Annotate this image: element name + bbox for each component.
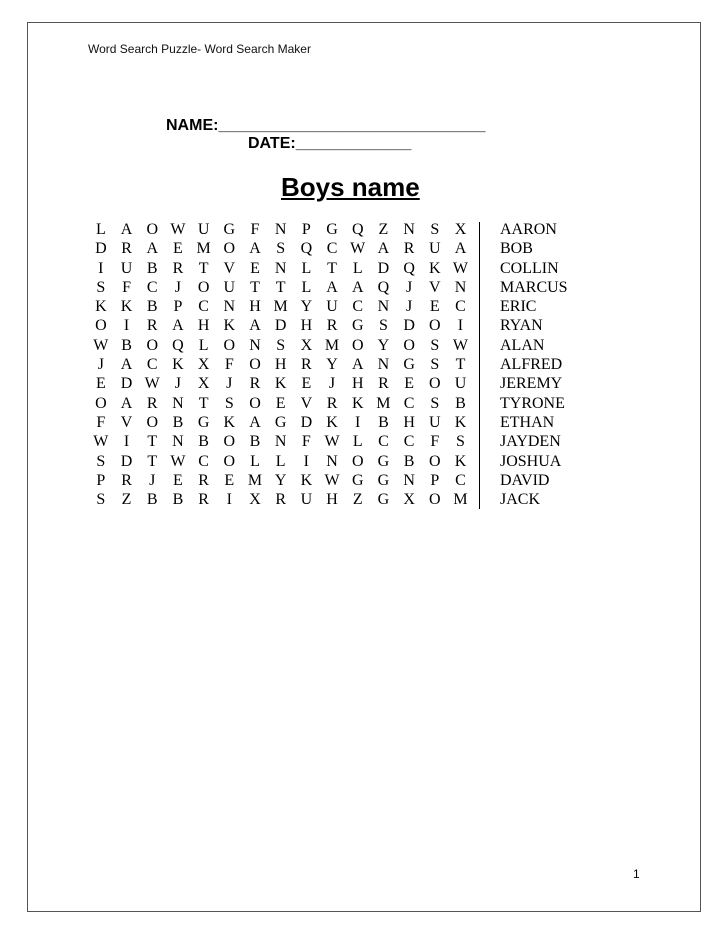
grid-cell: G xyxy=(351,317,364,335)
grid-cell: C xyxy=(455,471,466,489)
grid-cell: T xyxy=(147,433,158,451)
page-number: 1 xyxy=(633,867,640,881)
grid-cell: A xyxy=(351,356,364,374)
grid-divider xyxy=(479,222,480,509)
grid-cell: F xyxy=(122,278,131,296)
grid-cell: D xyxy=(120,452,133,470)
grid-cell: G xyxy=(223,221,236,238)
grid-cell: W xyxy=(144,375,160,393)
grid-cell: C xyxy=(326,240,338,258)
grid-cell: G xyxy=(274,413,287,431)
grid-row xyxy=(88,452,473,471)
word-list-item: JOSHUA xyxy=(500,452,562,470)
grid-cell: Q xyxy=(403,259,415,277)
grid-cell: K xyxy=(172,356,184,374)
grid-cell: J xyxy=(328,375,336,393)
grid-cell: I xyxy=(98,259,104,277)
letter-grid xyxy=(88,220,473,509)
grid-cell: S xyxy=(430,221,440,238)
grid-cell: C xyxy=(146,278,158,296)
grid-cell: N xyxy=(377,298,390,316)
grid-cell: C xyxy=(378,433,389,451)
grid-cell: L xyxy=(95,221,106,238)
grid-cell: O xyxy=(146,221,158,238)
word-list-item: BOB xyxy=(500,240,533,258)
grid-cell: O xyxy=(249,394,261,412)
grid-cell: O xyxy=(95,394,107,412)
word-list-item: ETHAN xyxy=(500,413,555,431)
grid-cell: X xyxy=(454,221,467,238)
grid-cell: B xyxy=(146,298,158,316)
word-list-item: ALFRED xyxy=(500,356,563,374)
grid-cell: A xyxy=(120,356,133,374)
grid-cell: I xyxy=(457,317,464,335)
grid-cell: M xyxy=(453,491,468,509)
grid-cell: R xyxy=(301,356,312,374)
grid-cell: J xyxy=(226,375,233,393)
grid-cell: O xyxy=(146,336,158,354)
grid-cell: R xyxy=(198,471,209,489)
grid-cell: B xyxy=(455,394,466,412)
word-list-item: JACK xyxy=(500,491,541,509)
grid-cell: B xyxy=(403,452,415,470)
grid-cell: N xyxy=(249,336,261,354)
grid-cell: K xyxy=(429,259,441,277)
grid-cell: M xyxy=(324,336,340,354)
grid-cell: M xyxy=(196,240,211,258)
grid-row xyxy=(88,278,473,297)
grid-cell: L xyxy=(301,259,312,277)
grid-cell: O xyxy=(197,278,210,296)
grid-cell: B xyxy=(146,491,158,509)
grid-cell: O xyxy=(223,336,236,354)
grid-cell: Q xyxy=(300,240,313,258)
grid-cell: A xyxy=(454,240,467,258)
grid-row xyxy=(88,259,473,278)
grid-cell: B xyxy=(121,336,132,354)
grid-cell: F xyxy=(96,413,106,431)
grid-cell: Y xyxy=(274,471,287,489)
grid-cell: G xyxy=(377,452,390,470)
grid-cell: G xyxy=(403,356,415,374)
grid-cell: B xyxy=(146,259,158,277)
grid-cell: I xyxy=(355,413,361,431)
grid-cell: S xyxy=(430,394,440,412)
grid-cell: S xyxy=(276,240,286,258)
grid-cell: U xyxy=(454,375,467,393)
word-list-item: TYRONE xyxy=(500,394,565,412)
grid-cell: N xyxy=(377,356,390,374)
grid-cell: C xyxy=(198,298,209,316)
grid-cell: J xyxy=(405,278,413,296)
grid-cell: B xyxy=(198,433,209,451)
grid-cell: C xyxy=(455,298,466,316)
grid-cell: P xyxy=(173,298,183,316)
page-header: Word Search Puzzle- Word Search Maker xyxy=(88,42,311,56)
grid-cell: Y xyxy=(300,298,313,316)
grid-cell: R xyxy=(198,491,209,509)
grid-cell: O xyxy=(429,491,441,509)
grid-cell: A xyxy=(249,317,261,335)
grid-cell: X xyxy=(197,356,210,374)
grid-cell: J xyxy=(174,278,182,296)
grid-cell: X xyxy=(403,491,415,509)
grid-cell: H xyxy=(274,356,287,374)
grid-cell: R xyxy=(378,375,389,393)
grid-row xyxy=(88,374,473,393)
grid-cell: W xyxy=(93,336,109,354)
grid-cell: N xyxy=(274,259,287,277)
grid-cell: B xyxy=(249,433,261,451)
grid-cell: K xyxy=(326,413,338,431)
grid-cell: A xyxy=(249,413,261,431)
word-list-item: DAVID xyxy=(500,471,550,489)
grid-cell: S xyxy=(430,336,440,354)
grid-cell: Z xyxy=(352,491,363,509)
grid-cell: K xyxy=(351,394,364,412)
grid-cell: T xyxy=(198,259,209,277)
word-list-item: MARCUS xyxy=(500,278,568,296)
grid-cell: K xyxy=(454,413,467,431)
grid-cell: K xyxy=(120,298,133,316)
grid-cell: S xyxy=(276,336,286,354)
grid-cell: W xyxy=(93,433,109,451)
grid-cell: E xyxy=(95,375,106,393)
grid-cell: D xyxy=(95,240,107,258)
grid-cell: S xyxy=(456,433,465,451)
grid-cell: X xyxy=(249,491,261,509)
grid-cell: E xyxy=(250,259,260,277)
grid-cell: J xyxy=(405,298,413,316)
grid-cell: C xyxy=(198,452,209,470)
grid-cell: C xyxy=(146,356,158,374)
grid-cell: T xyxy=(455,356,466,374)
grid-row xyxy=(88,432,473,451)
grid-cell: R xyxy=(403,240,415,258)
grid-cell: R xyxy=(275,491,286,509)
grid-cell: R xyxy=(146,394,158,412)
grid-cell: M xyxy=(247,471,263,489)
word-list-item: RYAN xyxy=(500,317,543,335)
grid-cell: E xyxy=(404,375,414,393)
grid-cell: S xyxy=(378,317,388,335)
grid-cell: B xyxy=(172,491,184,509)
grid-cell: K xyxy=(223,317,236,335)
grid-cell: A xyxy=(146,240,158,258)
grid-cell: G xyxy=(326,221,338,238)
grid-cell: T xyxy=(275,278,286,296)
grid-cell: C xyxy=(352,298,364,316)
grid-cell: A xyxy=(326,278,338,296)
grid-cell: U xyxy=(120,259,133,277)
grid-cell: W xyxy=(324,471,340,489)
grid-cell: N xyxy=(454,278,467,296)
grid-cell: S xyxy=(224,394,234,412)
grid-cell: E xyxy=(275,394,286,412)
grid-cell: Z xyxy=(121,491,132,509)
word-list-item: ALAN xyxy=(500,336,545,354)
word-list xyxy=(500,220,568,509)
grid-cell: N xyxy=(172,433,184,451)
grid-cell: N xyxy=(326,452,338,470)
grid-cell: H xyxy=(300,317,313,335)
grid-cell: I xyxy=(123,433,130,451)
puzzle-title: Boys name xyxy=(281,172,420,202)
grid-cell: T xyxy=(198,394,209,412)
grid-cell: U xyxy=(326,298,338,316)
grid-cell: E xyxy=(224,471,235,489)
grid-cell: V xyxy=(300,394,313,412)
grid-cell: L xyxy=(275,452,286,470)
grid-cell: E xyxy=(173,471,183,489)
grid-cell: O xyxy=(351,336,364,354)
grid-cell: O xyxy=(223,433,236,451)
grid-cell: Q xyxy=(351,221,364,238)
grid-cell: A xyxy=(377,240,390,258)
grid-cell: J xyxy=(174,375,182,393)
grid-cell: D xyxy=(377,259,390,277)
name-field-label: NAME:______________________________ xyxy=(166,117,486,134)
grid-cell: N xyxy=(223,298,236,316)
grid-cell: V xyxy=(429,278,441,296)
grid-cell: Z xyxy=(378,221,389,238)
grid-cell: K xyxy=(274,375,287,393)
word-list-item: AARON xyxy=(500,221,557,238)
grid-cell: E xyxy=(429,298,440,316)
grid-cell: C xyxy=(403,394,415,412)
grid-cell: O xyxy=(146,413,158,431)
grid-cell: N xyxy=(274,221,287,238)
grid-cell: W xyxy=(324,433,340,451)
grid-cell: H xyxy=(197,317,210,335)
grid-cell: O xyxy=(403,336,415,354)
grid-cell: D xyxy=(120,375,133,393)
grid-row xyxy=(88,220,473,239)
grid-cell: I xyxy=(123,317,130,335)
grid-row xyxy=(88,490,473,509)
grid-cell: T xyxy=(147,452,158,470)
grid-cell: W xyxy=(350,240,366,258)
grid-cell: A xyxy=(351,278,364,296)
grid-cell: U xyxy=(429,240,441,258)
grid-cell: R xyxy=(172,259,184,277)
word-list-item: JAYDEN xyxy=(500,433,561,451)
grid-cell: S xyxy=(96,278,106,296)
grid-cell: K xyxy=(454,452,467,470)
grid-cell: P xyxy=(301,221,311,238)
grid-cell: B xyxy=(378,413,389,431)
date-field-label: DATE:_____________ xyxy=(248,135,412,152)
grid-row xyxy=(88,336,473,355)
grid-cell: W xyxy=(452,259,469,277)
grid-cell: A xyxy=(120,221,133,238)
grid-cell: N xyxy=(274,433,287,451)
grid-row xyxy=(88,394,473,413)
grid-row xyxy=(88,471,473,490)
grid-cell: A xyxy=(172,317,184,335)
grid-cell: G xyxy=(377,471,390,489)
grid-cell: U xyxy=(197,221,210,238)
grid-cell: X xyxy=(197,375,210,393)
grid-cell: B xyxy=(172,413,184,431)
grid-cell: G xyxy=(197,413,210,431)
grid-cell: Y xyxy=(326,356,338,374)
grid-cell: V xyxy=(223,259,236,277)
grid-cell: U xyxy=(300,491,313,509)
grid-cell: C xyxy=(403,433,415,451)
grid-cell: L xyxy=(301,278,312,296)
grid-cell: L xyxy=(352,433,363,451)
grid-cell: F xyxy=(250,221,260,238)
grid-cell: N xyxy=(403,221,415,238)
grid-cell: R xyxy=(326,317,338,335)
grid-cell: S xyxy=(96,491,106,509)
grid-cell: E xyxy=(301,375,312,393)
grid-cell: G xyxy=(351,471,364,489)
grid-cell: O xyxy=(429,452,441,470)
grid-cell: K xyxy=(300,471,313,489)
grid-cell: O xyxy=(223,452,236,470)
word-list-item: JEREMY xyxy=(500,375,563,393)
grid-row xyxy=(88,297,473,316)
grid-cell: H xyxy=(351,375,364,393)
grid-cell: D xyxy=(403,317,415,335)
grid-cell: O xyxy=(429,375,441,393)
grid-cell: F xyxy=(430,433,440,451)
grid-cell: A xyxy=(249,240,261,258)
word-list-item: ERIC xyxy=(500,298,537,316)
grid-row xyxy=(88,316,473,335)
grid-cell: R xyxy=(146,317,158,335)
grid-cell: N xyxy=(403,471,415,489)
grid-cell: W xyxy=(452,336,469,354)
grid-cell: M xyxy=(376,394,391,412)
grid-cell: F xyxy=(224,356,234,374)
grid-cell: J xyxy=(97,356,104,374)
grid-cell: L xyxy=(198,336,209,354)
grid-cell: Q xyxy=(172,336,184,354)
grid-cell: K xyxy=(95,298,107,316)
grid-cell: A xyxy=(120,394,133,412)
grid-cell: P xyxy=(96,471,106,489)
grid-cell: E xyxy=(173,240,183,258)
grid-cell: O xyxy=(249,356,261,374)
grid-cell: V xyxy=(120,413,133,431)
grid-cell: Y xyxy=(377,336,390,354)
grid-cell: P xyxy=(430,471,440,489)
grid-cell: W xyxy=(170,221,186,238)
grid-cell: R xyxy=(121,240,132,258)
grid-cell: O xyxy=(429,317,441,335)
grid-cell: I xyxy=(303,452,309,470)
grid-cell: N xyxy=(172,394,184,412)
grid-cell: K xyxy=(223,413,236,431)
grid-cell: O xyxy=(223,240,236,258)
grid-cell: H xyxy=(326,491,338,509)
grid-cell: H xyxy=(249,298,261,316)
grid-cell: O xyxy=(95,317,107,335)
grid-cell: T xyxy=(250,278,260,296)
grid-cell: U xyxy=(429,413,441,431)
grid-cell: Q xyxy=(377,278,390,296)
word-list-item: COLLIN xyxy=(500,259,559,277)
grid-cell: R xyxy=(326,394,338,412)
grid-cell: R xyxy=(249,375,261,393)
grid-row xyxy=(88,413,473,432)
grid-cell: S xyxy=(430,356,440,374)
grid-cell: R xyxy=(121,471,132,489)
grid-cell: F xyxy=(301,433,311,451)
grid-cell: J xyxy=(149,471,156,489)
grid-cell: D xyxy=(300,413,313,431)
grid-cell: L xyxy=(250,452,260,470)
grid-cell: D xyxy=(274,317,287,335)
grid-cell: U xyxy=(223,278,236,296)
grid-cell: W xyxy=(170,452,186,470)
grid-cell: T xyxy=(327,259,337,277)
grid-cell: I xyxy=(226,491,232,509)
grid-cell: L xyxy=(352,259,363,277)
grid-cell: G xyxy=(377,491,390,509)
grid-cell: S xyxy=(96,452,106,470)
grid-cell: X xyxy=(300,336,313,354)
grid-cell: M xyxy=(273,298,288,316)
grid-row xyxy=(88,239,473,258)
grid-cell: H xyxy=(403,413,415,431)
grid-row xyxy=(88,355,473,374)
grid-cell: O xyxy=(351,452,364,470)
